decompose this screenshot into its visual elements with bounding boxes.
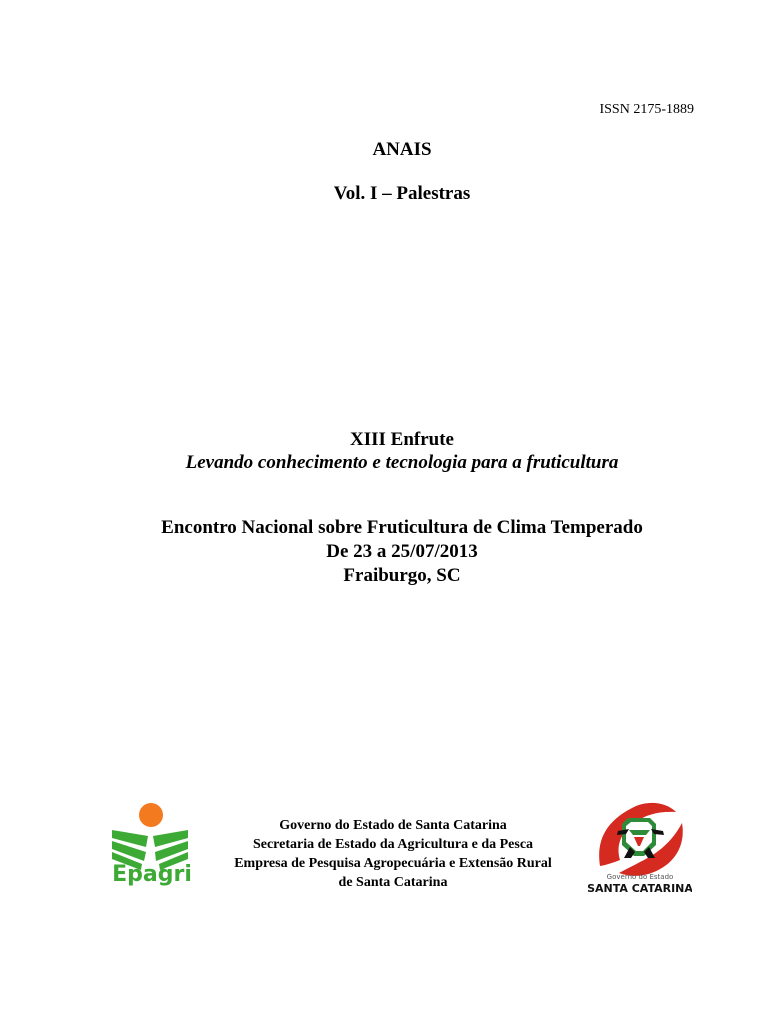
government-logo-top-text: Governo do Estado <box>606 873 674 881</box>
footer-line: Secretaria de Estado da Agricultura e da Pesca <box>252 837 534 852</box>
issn-number: ISSN 2175-1889 <box>599 102 694 117</box>
event-tagline: Levando conhecimento e tecnologia para a fruticultura <box>185 452 619 473</box>
government-logo-bottom-text: SANTA CATARINA <box>588 882 692 895</box>
event-full-name: Encontro Nacional sobre Fruticultura de Clima Temperado <box>161 517 643 538</box>
event-location: Fraiburgo, SC <box>343 565 461 586</box>
footer-line: de Santa Catarina <box>338 875 448 890</box>
institutional-footer-text <box>213 816 573 892</box>
epagri-logo <box>104 800 200 886</box>
logo-sun-icon <box>139 803 163 827</box>
footer-line: Governo do Estado de Santa Catarina <box>279 818 507 833</box>
event-title: XIII Enfrute <box>350 429 454 450</box>
epagri-logo-text: Epagri <box>112 862 192 886</box>
document-title: ANAIS <box>372 139 432 160</box>
santa-catarina-government-logo <box>588 800 692 900</box>
footer-line: Empresa de Pesquisa Agropecuária e Extensão Rural <box>234 856 552 871</box>
event-dates: De 23 a 25/07/2013 <box>326 541 478 562</box>
volume-title: Vol. I – Palestras <box>333 183 471 204</box>
